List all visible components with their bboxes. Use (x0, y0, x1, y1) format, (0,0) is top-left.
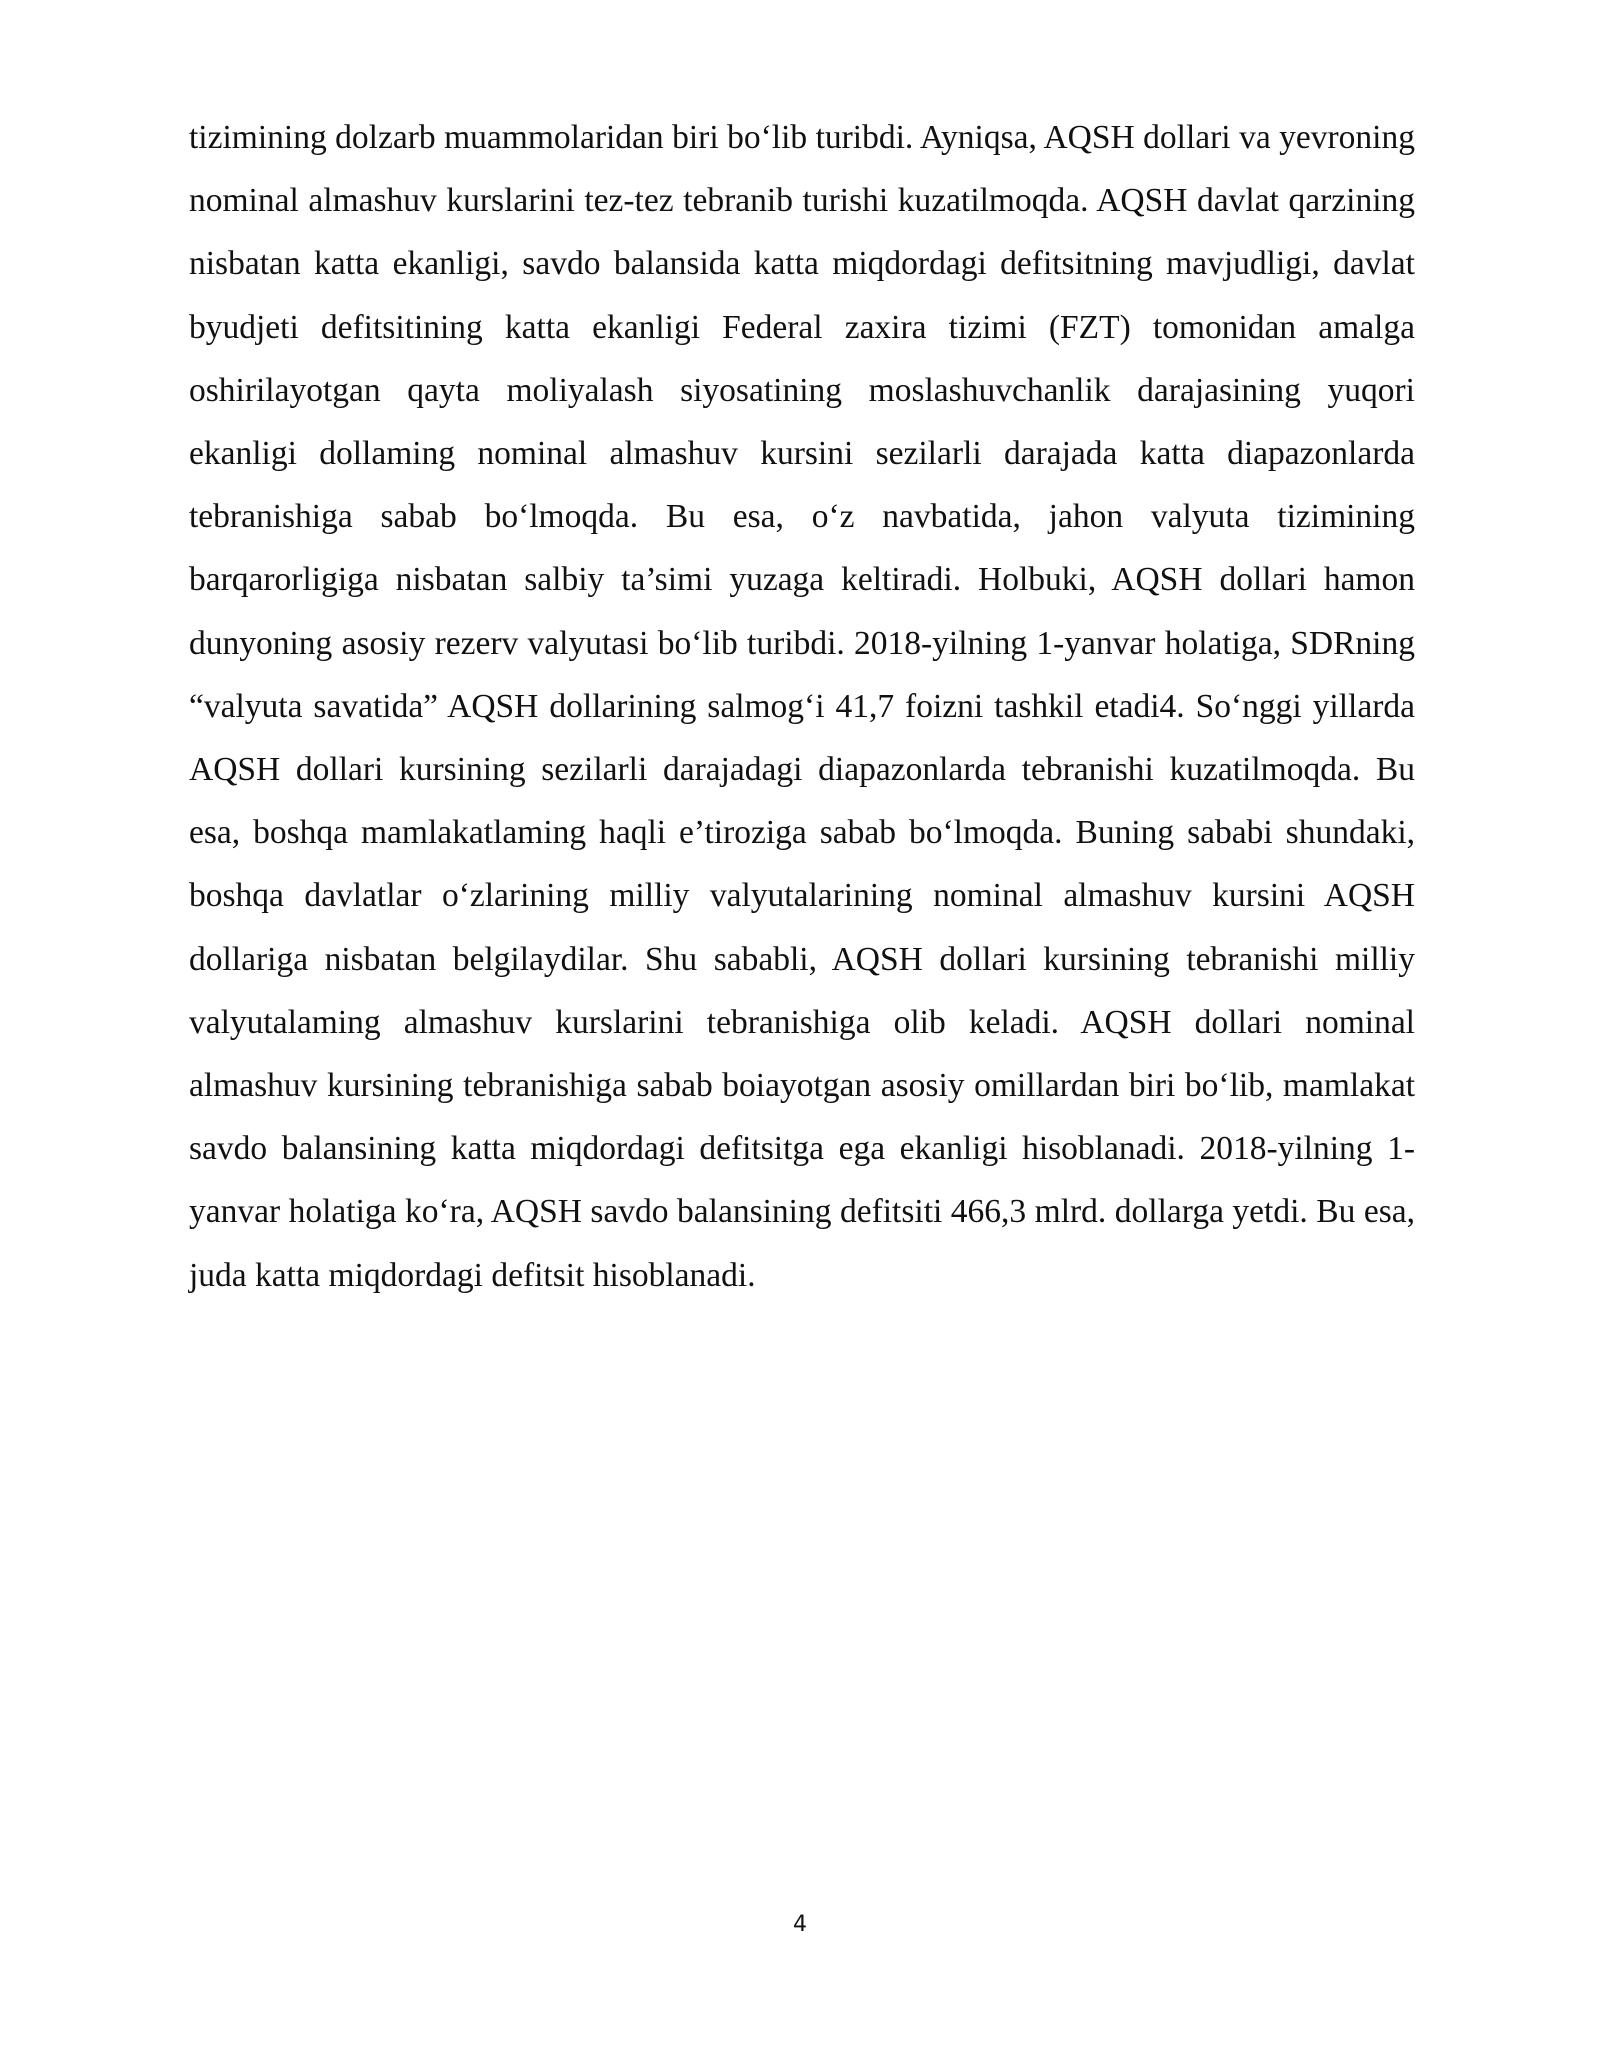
body-paragraph: tizimining dolzarb muammolaridan biri bo‘lib turibdi. Ayniqsa, AQSH dollari va yevroning nominal almashuv kurslarini tez-tez tebranib turishi kuzatilmoqda. AQSH davlat qarzining nisbatan katta ekanligi, savdo balansida katta miqdordagi defitsitning mavjudligi, davlat byudjeti defitsitining katta ekanligi Federal zaxira tizimi (FZT) tomonidan amalga oshirilayotgan qayta moliyalash siyosatining moslashuvchanlik darajasining yuqori ekanligi dollaming nominal almashuv kursini sezilarli darajada katta diapazonlarda tebranishiga sabab bo‘lmoqda. Bu esa, o‘z navbatida, jahon valyuta tizimining barqarorligiga nisbatan salbiy ta’simi yuzaga keltiradi. Holbuki, AQSH dollari hamon dunyoning asosiy rezerv valyutasi bo‘lib turibdi. 2018-yilning 1-yanvar holatiga, SDRning “valyuta savatida” AQSH dollarining salmog‘i 41,7 foizni tashkil etadi4. So‘nggi yillarda AQSH dollari kursining sezilarli darajadagi diapazonlarda tebranishi kuzatilmoqda. Bu esa, boshqa mamlakatlaming haqli e’tiroziga sabab bo‘lmoqda. Buning sababi shundaki, boshqa davlatlar o‘zlarining milliy valyutalarining nominal almashuv kursini AQSH dollariga nisbatan belgilaydilar. Shu sababli, AQSH dollari kursining tebranishi milliy valyutalaming almashuv kurslarini tebranishiga olib keladi. AQSH dollari nominal almashuv kursining tebranishiga sabab boiayotgan asosiy omillardan biri bo‘lib, mamlakat savdo balansining katta miqdordagi defitsitga ega ekanligi hisoblanadi. 2018-yilning 1- yanvar holatiga ko‘ra, AQSH savdo balansining defitsiti 466,3 mlrd. dollarga yetdi. Bu esa, juda katta miqdordagi defitsit hisoblanadi. (189, 119, 1415, 1294)
page-number: 4 (793, 1912, 807, 1937)
